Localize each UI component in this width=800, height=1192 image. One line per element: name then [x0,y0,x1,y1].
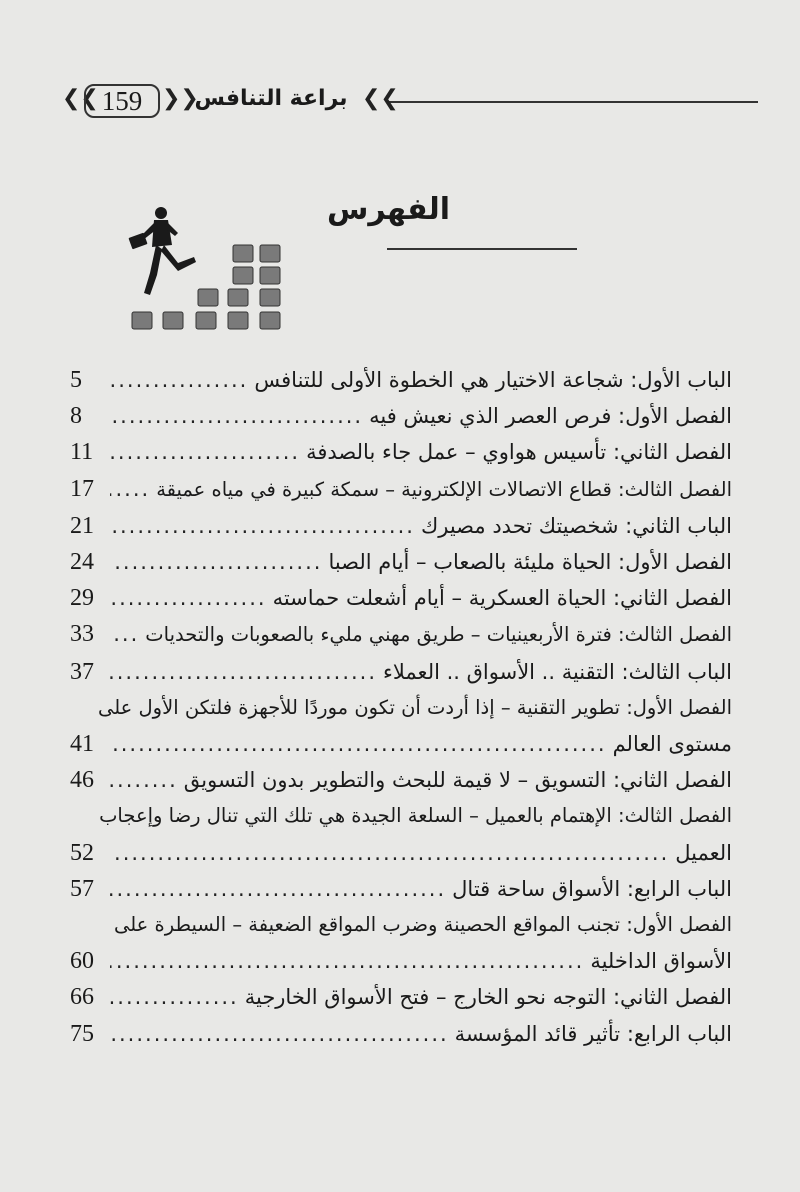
toc-entry[interactable] [70,508,732,544]
toc-entry[interactable] [70,871,732,907]
toc-entry[interactable] [70,979,732,1015]
toc-page-number: 29 [70,585,94,612]
toc-entry-title: الباب الرابع: تأثير قائد المؤسسة [454,1021,732,1046]
toc-page-number: 11 [70,439,94,466]
dot-leader [110,580,267,616]
toc-entry-title: الفصل الثالث: فترة الأربعينيات – طريق مهني مليء بالصعوبات والتحديات [145,623,732,647]
toc-page-number: 5 [70,367,82,393]
dot-leader [110,544,322,580]
toc-page-number: 52 [70,839,94,866]
ornament-icon: ❯❯ [162,86,199,111]
toc-entry-title: الفصل الثاني: الحياة العسكرية – أيام أشعلت حماسته [272,586,732,611]
toc-entry[interactable] [70,398,732,434]
running-header [62,78,758,122]
toc-entry-title: الفصل الثالث: الإهتمام بالعميل – السلعة الجيدة هي تلك التي تنال رضا وإعجاب [99,804,732,828]
ornament-icon: ❮❮ [62,86,99,111]
dot-leader [110,835,669,871]
toc-page-number: 33 [70,621,94,648]
toc-page-number: 46 [70,767,94,794]
toc-page-number: 8 [70,403,82,430]
toc-entry-continuation: مستوى العالم [612,732,732,757]
toc-entry-title: الفصل الثاني: تأسيس هواوي – عمل جاء بالصدفة [306,440,732,465]
toc-entry-title: الفصل الثاني: التوجه نحو الخارج – فتح الأسواق الخارجية [244,985,732,1010]
toc-entry[interactable] [70,544,732,580]
toc-entry-title: الباب الثاني: شخصيتك تحدد مصيرك [420,513,732,538]
toc-page-number: 57 [70,875,94,902]
toc-page-number: 37 [70,658,94,685]
page-title: الفهرس [326,192,450,227]
table-of-contents [70,362,732,1052]
title-rule [387,248,577,250]
toc-entry[interactable] [70,798,732,870]
ornament-icon: ❮❮ [362,86,399,111]
toc-page-number: 60 [70,948,94,975]
toc-entry[interactable] [70,434,732,470]
toc-page-number: 41 [70,731,94,758]
dot-leader [110,616,139,652]
toc-entry[interactable] [70,616,732,653]
toc-page-number: 24 [70,549,94,576]
dot-leader [110,979,239,1015]
toc-entry[interactable] [70,654,732,690]
toc-entry[interactable] [70,580,732,616]
toc-entry[interactable] [70,471,732,508]
toc-entry[interactable] [70,762,732,798]
dot-leader [110,654,377,690]
toc-entry[interactable] [70,362,732,398]
dot-leader [110,398,363,434]
dot-leader [110,762,178,798]
toc-entry-title: الباب الأول: شجاعة الاختيار هي الخطوة الأولى للتنافس [254,368,732,392]
toc-entry[interactable] [70,1016,732,1052]
toc-entry[interactable] [70,907,732,979]
toc-entry-title: الباب الرابع: الأسواق ساحة قتال [452,876,732,901]
toc-entry-continuation: العميل [675,840,732,865]
toc-entry-title: الفصل الأول: تطوير التقنية – إذا أردت أن تكون موردًا للأجهزة فلتكن الأول على [97,695,732,719]
running-title: براعة التنافس [194,86,348,111]
dot-leader [110,434,300,470]
businessman-climbing-blocks-illustration [128,205,293,340]
dot-leader [110,943,584,979]
toc-page-number: 75 [70,1020,94,1047]
dot-leader [110,726,607,762]
toc-entry[interactable] [70,690,732,762]
dot-leader [110,871,446,907]
toc-entry-title: الفصل الأول: تجنب المواقع الحصينة وضرب المواقع الضعيفة – السيطرة على [113,913,732,937]
toc-entry-title: الفصل الأول: فرص العصر الذي نعيش فيه [369,404,732,429]
toc-page-number: 21 [70,512,94,539]
toc-page-number: 17 [70,475,94,502]
toc-entry-title: الفصل الثالث: قطاع الاتصالات الإلكترونية – سمكة كبيرة في مياه عميقة [156,477,732,501]
toc-entry-title: الفصل الأول: الحياة مليئة بالصعاب – أيام الصبا [328,550,732,575]
page-number: 159 [84,84,160,118]
toc-entry-title: الفصل الثاني: التسويق – لا قيمة للبحث والتطوير بدون التسويق [183,768,732,793]
dot-leader [110,508,415,544]
toc-entry-continuation: الأسواق الداخلية [590,949,732,974]
dot-leader [110,471,150,507]
dot-leader [110,1016,449,1052]
toc-entry-title: الباب الثالث: التقنية .. الأسواق .. العملاء [383,659,732,684]
toc-page-number: 66 [70,984,94,1011]
header-rule [387,101,758,103]
dot-leader [110,362,248,398]
